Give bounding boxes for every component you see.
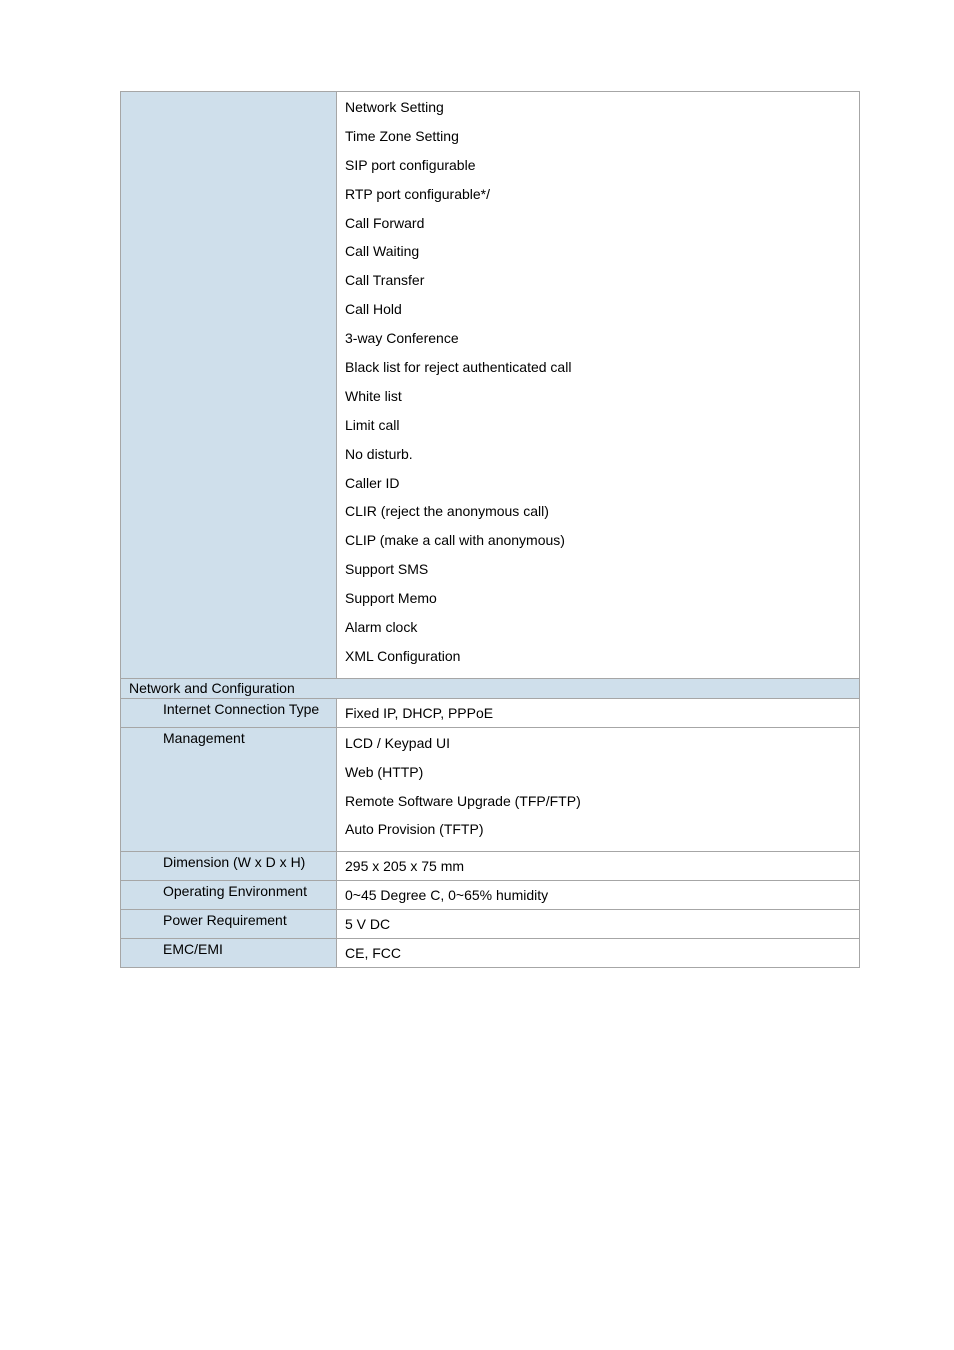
dimension-label-cell <box>121 852 337 881</box>
emc-row <box>121 939 860 968</box>
management-value-cell <box>337 727 860 852</box>
internet-label-cell <box>121 698 337 727</box>
dimension-label: Dimension (W x D x H) <box>163 854 306 871</box>
internet-row <box>121 698 860 727</box>
emc-value: CE, FCC <box>345 945 401 962</box>
management-label: Management <box>163 729 245 746</box>
features-label-cell <box>121 92 337 679</box>
feature-item: Time Zone Setting <box>345 127 459 144</box>
feature-list <box>337 92 859 678</box>
feature-item: CLIP (make a call with anonymous) <box>345 532 565 549</box>
feature-item: Support Memo <box>345 590 437 607</box>
management-row <box>121 727 860 852</box>
feature-item: Caller ID <box>345 474 400 491</box>
power-row <box>121 910 860 939</box>
section-row <box>121 678 860 698</box>
dimension-value: 295 x 205 x 75 mm <box>345 858 465 875</box>
dimension-row <box>121 852 860 881</box>
feature-item: Call Waiting <box>345 243 420 260</box>
power-value-cell <box>337 910 860 939</box>
features-row <box>121 92 860 679</box>
feature-item: RTP port configurable*/ <box>345 185 491 202</box>
management-item: Remote Software Upgrade (TFP/FTP) <box>345 792 581 809</box>
power-label: Power Requirement <box>163 912 287 929</box>
feature-item: Black list for reject authenticated call <box>345 359 572 376</box>
feature-item: 3-way Conference <box>345 330 459 347</box>
internet-label: Internet Connection Type <box>163 700 320 717</box>
feature-item: CLIR (reject the anonymous call) <box>345 503 549 520</box>
environment-row <box>121 881 860 910</box>
features-value-cell <box>337 92 860 679</box>
feature-item: Call Hold <box>345 301 402 318</box>
feature-item: Network Setting <box>345 99 444 115</box>
management-item: LCD / Keypad UI <box>345 734 451 751</box>
feature-item: Call Forward <box>345 214 425 231</box>
power-value: 5 V DC <box>345 916 391 933</box>
internet-value: Fixed IP, DHCP, PPPoE <box>345 704 494 721</box>
environment-label: Operating Environment <box>163 883 307 900</box>
dimension-value-cell <box>337 852 860 881</box>
emc-label: EMC/EMI <box>163 941 223 958</box>
feature-item: XML Configuration <box>345 647 461 664</box>
environment-value: 0~45 Degree C, 0~65% humidity <box>345 887 549 904</box>
management-item: Web (HTTP) <box>345 763 424 780</box>
internet-value-cell <box>337 698 860 727</box>
environment-label-cell <box>121 881 337 910</box>
management-item: Auto Provision (TFTP) <box>345 821 484 838</box>
feature-item: Limit call <box>345 416 400 433</box>
emc-value-cell <box>337 939 860 968</box>
feature-item: No disturb. <box>345 445 413 462</box>
management-list <box>337 728 859 852</box>
feature-item: Alarm clock <box>345 619 418 636</box>
environment-value-cell <box>337 881 860 910</box>
spec-table <box>120 91 860 968</box>
feature-item: Call Transfer <box>345 272 425 289</box>
emc-label-cell <box>121 939 337 968</box>
feature-item: Support SMS <box>345 561 429 578</box>
feature-item: White list <box>345 387 402 404</box>
power-label-cell <box>121 910 337 939</box>
management-label-cell <box>121 727 337 852</box>
feature-item: SIP port configurable <box>345 156 476 173</box>
section-title: Network and Configuration <box>121 678 860 698</box>
